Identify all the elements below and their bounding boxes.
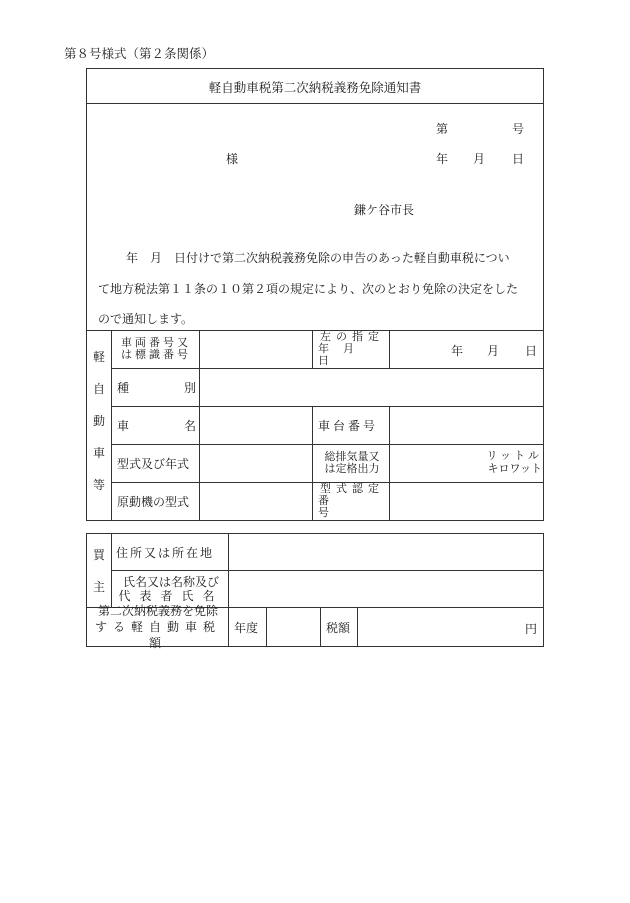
reg-number-line: は標識番号 <box>121 348 191 361</box>
vehicle-group-char: 軽 <box>92 349 105 364</box>
buyer-address-label: 住所又は所在地 <box>116 545 215 560</box>
designated-month: 月 <box>487 344 500 358</box>
engine-model-label: 原動機の型式 <box>117 495 190 509</box>
divider <box>312 330 313 368</box>
unit-liter: リットル <box>486 449 542 462</box>
divider <box>111 570 544 571</box>
date-day: 日 <box>512 152 525 166</box>
divider <box>389 330 390 368</box>
vehicle-name-label <box>117 407 196 444</box>
body-text-line: 年 月 日付けで第二次納税義務免除の申告のあった軽自動車税につい <box>126 251 510 265</box>
yen-unit: 円 <box>525 622 538 636</box>
exempt-tax-line: する軽自動車税額 <box>94 620 221 650</box>
addressee-sama: 様 <box>226 152 239 166</box>
displacement-line: 総排気量又 <box>324 450 380 463</box>
model-year-label: 型式及び年式 <box>117 457 190 471</box>
divider <box>111 330 112 521</box>
divider <box>111 533 112 607</box>
kind-char: 種 <box>117 381 130 395</box>
designated-year: 年 <box>451 344 464 358</box>
exempt-tax-label <box>88 604 228 650</box>
buyer-group-label <box>87 538 111 602</box>
buyer-group-char: 主 <box>92 579 105 594</box>
approval-line: 型式認定 <box>320 482 384 495</box>
vehicle-group-char: 車 <box>92 445 105 460</box>
vehicle-group-label <box>87 340 111 500</box>
divider <box>320 607 321 647</box>
document-title: 軽自動車税第二次納税義務免除通知書 <box>208 80 422 95</box>
divider <box>199 330 200 521</box>
vehicle-name-char: 車 <box>117 419 130 433</box>
divider <box>86 103 544 104</box>
reg-number-line: 車両番号又 <box>121 336 191 349</box>
buyer-group-char: 買 <box>92 547 105 562</box>
exempt-tax-line: 第二次納税義務を免除 <box>97 604 218 618</box>
buyer-name-label <box>116 572 226 606</box>
divider <box>266 607 267 647</box>
chassis-number-label: 車台番号 <box>318 419 379 433</box>
buyer-name-line: 氏名又は名称及び <box>122 575 219 589</box>
kind-label <box>117 369 196 406</box>
mayor-name: 鎌ケ谷市長 <box>354 203 415 217</box>
unit-kw: キロワット <box>487 462 542 475</box>
designated-day: 日 <box>525 344 538 358</box>
date-month: 月 <box>473 152 486 166</box>
divider <box>86 330 544 331</box>
divider <box>228 533 229 647</box>
vehicle-group-char: 等 <box>92 477 105 492</box>
designated-line: 左の指定 <box>320 330 384 343</box>
divider <box>389 406 390 521</box>
date-year: 年 <box>436 152 449 166</box>
designated-date-label <box>318 330 386 367</box>
reg-number-label <box>116 333 196 365</box>
approval-line: 番号 <box>318 494 369 519</box>
displacement-label <box>318 447 386 479</box>
number-dai: 第 <box>436 122 449 136</box>
divider <box>357 607 358 647</box>
number-go: 号 <box>512 122 525 136</box>
buyer-name-line: 代表者氏名 <box>118 589 224 603</box>
divider <box>312 406 313 521</box>
kind-char: 別 <box>183 381 196 395</box>
fiscal-year-label: 年度 <box>234 620 259 635</box>
vehicle-group-char: 動 <box>92 413 105 428</box>
form-number-label: 第８号様式（第２条関係） <box>64 46 215 61</box>
displacement-line: は定格出力 <box>324 462 380 475</box>
body-text-line: て地方税法第１１条の１０第２項の規定により、次のとおり免除の決定をした <box>98 282 519 296</box>
vehicle-name-char: 名 <box>183 419 196 433</box>
tax-amount-label: 税額 <box>326 620 351 635</box>
approval-number-label <box>318 482 386 519</box>
designated-line: 年月日 <box>318 342 368 367</box>
body-text-line: ので通知します。 <box>98 312 194 326</box>
vehicle-group-char: 自 <box>92 381 105 396</box>
